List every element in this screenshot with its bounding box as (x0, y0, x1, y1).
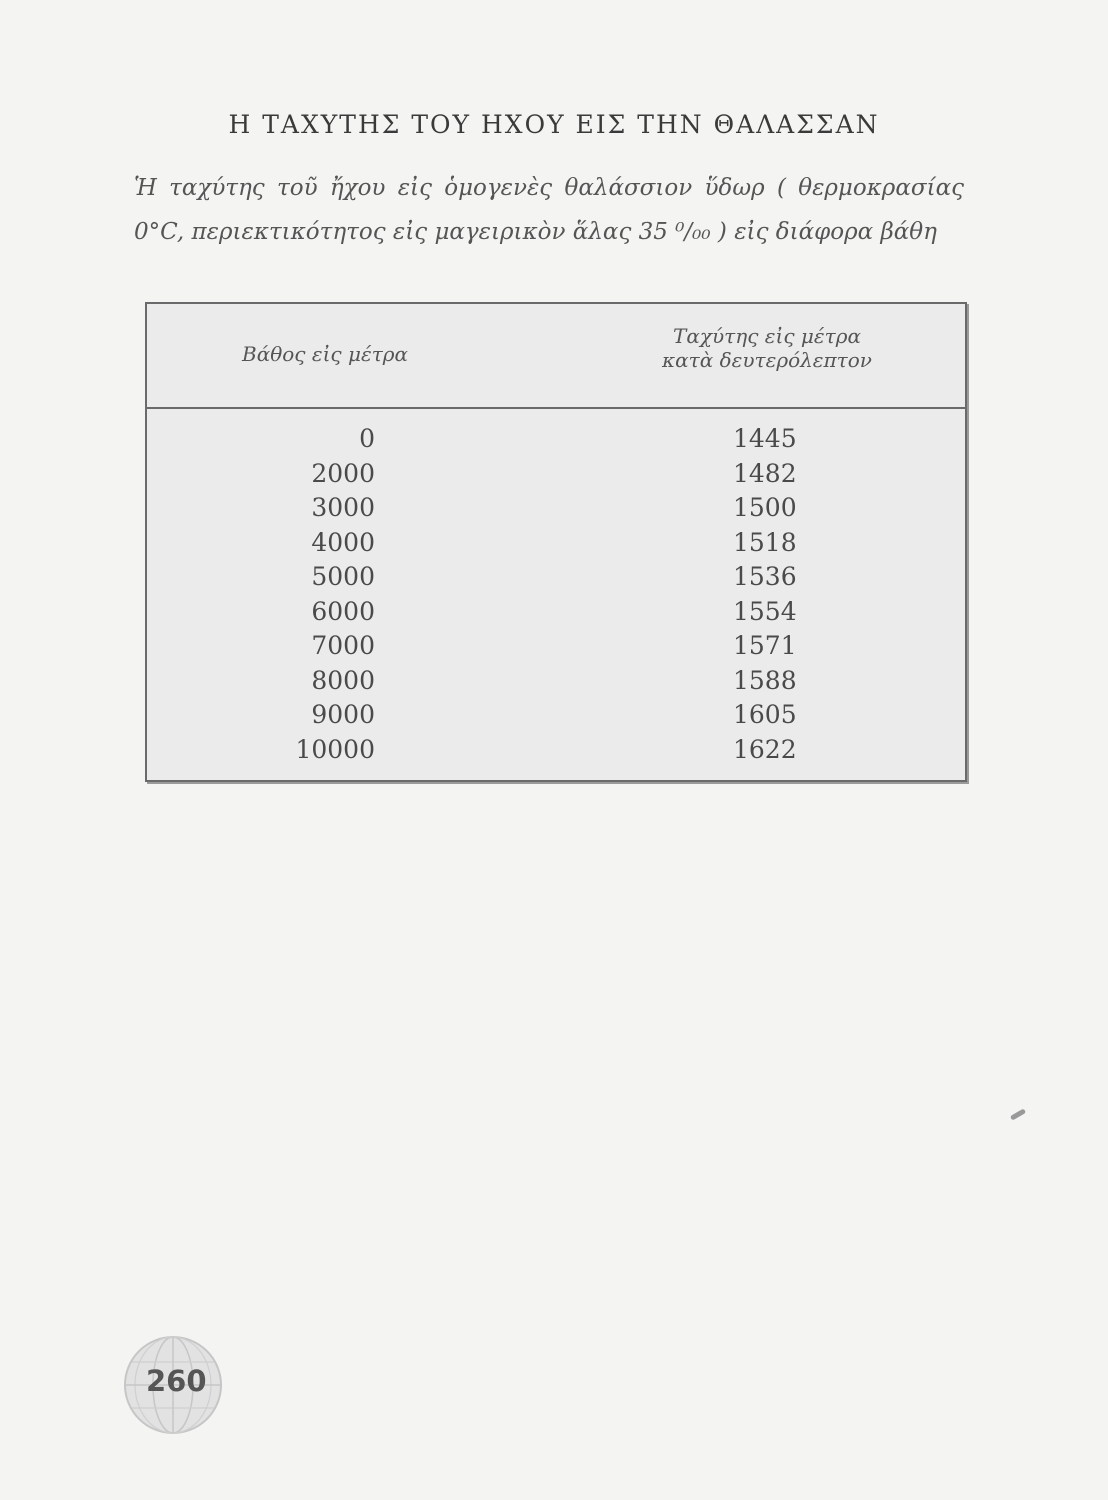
table-row (147, 459, 965, 493)
depth-cell: 5000 (311, 562, 375, 591)
scan-speck (1010, 1108, 1026, 1120)
header-speed-line2: κατὰ δευτερόλεπτον (662, 348, 872, 372)
intro-paragraph: Ἡ ταχύτης τοῦ ἤχου εἰς ὁμογενὲς θαλάσσιον ὕδωρ ( θερμοκρασίας 0°C, περιεκτικότητος εἰς μαγειρικὸν ἅλας 35 ⁰/₀₀ ) εἰς διάφορα βάθη (134, 175, 964, 245)
depth-cell: 0 (359, 424, 375, 453)
table-row (147, 597, 965, 631)
speed-cell: 1482 (733, 458, 797, 488)
depth-cell: 9000 (311, 700, 375, 729)
page-title: Η ΤΑΧΥΤΗΣ ΤΟΥ ΗΧΟΥ ΕΙΣ ΤΗΝ ΘΑΛΑΣΣΑΝ (228, 110, 880, 139)
depth-cell: 4000 (311, 527, 375, 557)
depth-cell: 8000 (311, 665, 375, 695)
table-row (147, 666, 965, 700)
page-number: 260 (146, 1364, 207, 1398)
table-row (147, 631, 965, 665)
depth-cell: 3000 (311, 493, 375, 522)
speed-table (145, 302, 967, 782)
speed-cell: 1500 (733, 493, 797, 522)
header-depth: Βάθος εἰς μέτρα (242, 342, 409, 366)
speed-cell: 1571 (733, 631, 797, 660)
speed-cell: 1518 (733, 527, 797, 557)
table-row (147, 424, 965, 458)
depth-cell: 10000 (295, 734, 375, 764)
header-speed-line1: Ταχύτης εἰς μέτρα (673, 324, 861, 348)
speed-cell: 1445 (733, 424, 797, 453)
depth-cell: 7000 (311, 631, 375, 660)
speed-cell: 1554 (733, 596, 797, 626)
depth-cell: 6000 (311, 596, 375, 626)
table-row (147, 493, 965, 527)
speed-cell: 1622 (733, 734, 797, 764)
speed-cell: 1588 (733, 665, 797, 695)
speed-cell: 1605 (733, 700, 797, 729)
table-header (147, 304, 965, 409)
table-row (147, 528, 965, 562)
header-speed (637, 324, 897, 372)
depth-cell: 2000 (311, 458, 375, 488)
table-row (147, 700, 965, 734)
table-row (147, 562, 965, 596)
table-row (147, 735, 965, 769)
speed-cell: 1536 (733, 562, 797, 591)
